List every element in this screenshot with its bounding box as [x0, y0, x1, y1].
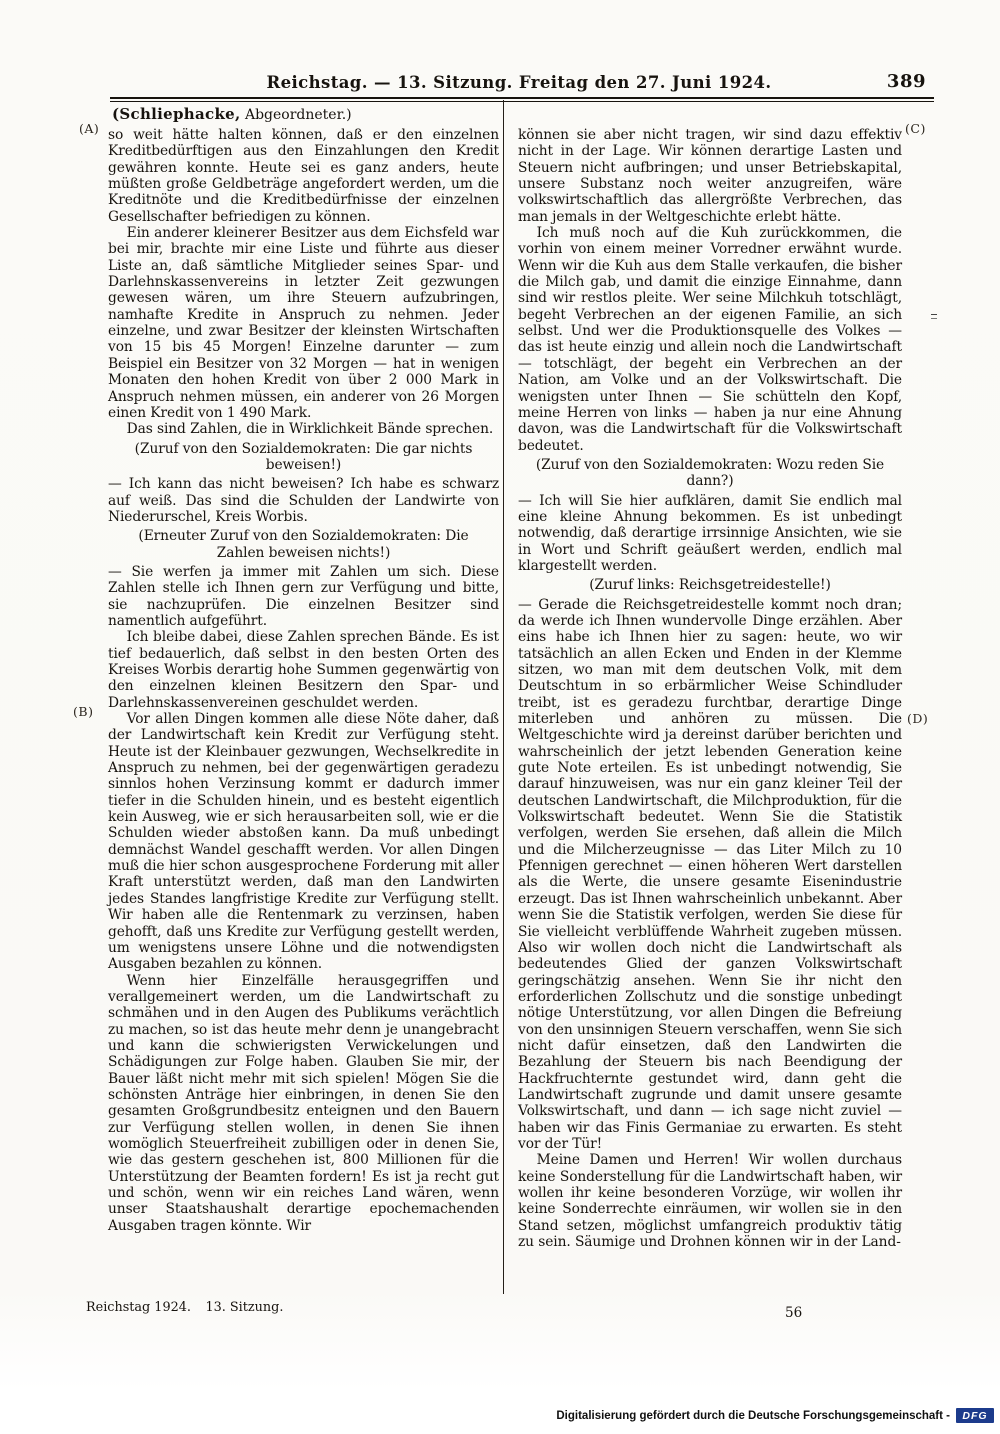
- paragraph-speech: Vor allen Dingen kommen alle diese Nöte daher, daß der Landwirtschaft kein Kredit zur Verfügung steht. Heute ist der Kleinbauer gezwungen, Wechselkredite in Anspruch zu nehmen, bei der gegenwärtigen geradezu sinnlos hohen Verzinsung kommt er dadurch immer tiefer in die Schulden hinein, und es besteht eigentlich kein Ausweg, wie er sich herausarbeiten soll, wie er die Schulden wieder abstoßen kann. Da muß unbedingt demnächst Wandel geschafft werden. Vor allen Dingen muß die hier schon ausgesprochene Forderung mit aller Kraft unterstützt werden, daß man den Landwirten jedes Standes langfristige Kredite zur Verfügung stellt. Wir haben alle die Rentenmark zu verzinsen, haben gehofft, daß uns Kredite zur Verfügung gestellt werden, um wenigstens unsere Löhne und die notwendigsten Ausgaben bezahlen zu können.: [108, 711, 499, 973]
- paragraph-response: — Sie werfen ja immer mit Zahlen um sich. Diese Zahlen stelle ich Ihnen gern zur Verfügung und bitte, sie nachzuprüfen. Die einzelnen Besitzer sind namentlich aufgeführt.: [108, 563, 499, 629]
- paragraph-interjection: (Erneuter Zuruf von den Sozialdemokraten: Die Zahlen beweisen nichts!): [138, 528, 469, 561]
- paragraph-response: — Ich kann das nicht beweisen? Ich habe es schwarz auf weiß. Das sind die Schulden der Landwirte von Niederurschel, Kreis Worbis.: [108, 476, 499, 525]
- scan-artifact: [931, 314, 937, 319]
- paragraph-speech: Ich bleibe dabei, diese Zahlen sprechen Bände. Es ist tief bedauerlich, daß selbst in den besten Orten des Kreises Worbis derartig hohe Summen gegenwärtig von den einzelnen kleinen Besitzern den Spar- und Darlehnskassenvereinen geschuldet werden.: [108, 629, 499, 711]
- sheet-number: 56: [785, 1305, 803, 1321]
- paragraph-speech: Ich muß noch auf die Kuh zurückkommen, die vorhin von einem meiner Vorredner erwähnt wurde. Wenn wir die Kuh aus dem Stalle verkaufen, die bisher die Milch gab, und damit die einzige Einnahme, dann sind wir restlos pleite. Wer seine Milchkuh totschlägt, begeht Verbrechen an der eigenen Familie, an sich selbst. Und wer die Produktionsquelle des Volkes — das ist heute einzig und allein noch die Landwirtschaft — totschlägt, der begeht ein Verbrechen an der Nation, am Volke und an der Volkswirtschaft. Die wenigsten unter Ihnen — Sie schütteln den Kopf, meine Herren von links — haben ja nur eine Ahnung davon, was die Landwirtschaft für die Volkswirtschaft bedeutet.: [518, 225, 902, 454]
- right-column: [518, 127, 902, 1250]
- paragraph-speech: Das sind Zahlen, die in Wirklichkeit Bände sprechen.: [126, 421, 494, 438]
- left-column: [108, 127, 499, 1250]
- speaker-note: [112, 105, 352, 123]
- column-divider-rule: [503, 100, 504, 1294]
- paragraph-interjection: (Zuruf von den Sozialdemokraten: Wozu reden Sie dann?): [535, 456, 885, 490]
- margin-letter-c: (C): [905, 121, 926, 136]
- running-head: [108, 73, 930, 92]
- paragraph-continuation: können sie aber nicht tragen, wir sind dazu effektiv nicht in der Lage. Wir können derartige Lasten und Steuern nicht aufbringen; und unser Betriebskapital, unsere Substanz noch weiter anzugreifen, wäre volkswirtschaftlich das allergrößte Verbrechen, das man jemals in der Weltgeschichte erlebt hätte.: [518, 127, 902, 225]
- paragraph-continuation: so weit hätte halten können, daß er den einzelnen Kreditbedürftigen aus den Einzahlungen den Kredit gewähren konnte. Heute sei es ganz anders, heute müßten große Geldbeträge angefordert werden, um die Kreditnöte und die Kreditbedürfnisse der einzelnen Gesellschafter befriedigen zu können.: [108, 127, 499, 225]
- text-columns: [108, 127, 902, 1250]
- digitization-note: [556, 1408, 994, 1423]
- paragraph-interjection: (Zuruf von den Sozialdemokraten: Die gar nichts beweisen!): [134, 440, 473, 473]
- header-rule: [110, 97, 934, 102]
- margin-letter-d: (D): [907, 711, 929, 726]
- footer-signature: Reichstag 1924. 13. Sitzung.: [86, 1300, 284, 1315]
- paragraph-interjection: (Zuruf links: Reichsgetreidestelle!): [589, 577, 831, 594]
- page-title: Reichstag. — 13. Sitzung. Freitag den 27. Juni 1924.: [266, 73, 772, 92]
- paragraph-speech: Meine Damen und Herren! Wir wollen durchaus keine Sonderstellung für die Landwirtschaft haben, wir wollen ihr keine besonderen Vorzüge, wir wollen ihr keine Sonderrechte einräumen, wir wollen sie in den Stand setzen, möglichst umfangreich produktiv tätig zu sein. Säumige und Drohnen können wir in der Land-: [518, 1152, 902, 1251]
- dfg-logo: DFG: [956, 1408, 994, 1423]
- speaker-role: Abgeordneter.): [240, 107, 352, 123]
- paragraph-speech: Ein anderer kleinerer Besitzer aus dem Eichsfeld war bei mir, brachte mir eine Liste und führte aus dieser Liste an, daß sämtliche Mitglieder seines Spar- und Darlehnskassenvereins in letzter Zeit gezwungen gewesen wären, um ihre Steuern aufzubringen, namhafte Kredite in Anspruch zu nehmen. Jeder einzelne, und zwar Besitzer der kleinsten Wirtschaften von 15 bis 45 Morgen! Einzelne darunter — zum Beispiel ein Besitzer von 32 Morgen — hat in wenigen Monaten den hohen Kredit von über 2 000 Mark in Anspruch nehmen müssen, ein anderer von 26 Morgen einen Kredit von 1 490 Mark.: [108, 225, 499, 421]
- paragraph-response: — Ich will Sie hier aufklären, damit Sie endlich mal eine kleine Ahnung bekommen. Es ist unbedingt notwendig, daß derartige irrsinnige Ansichten, wie sie in Wort und Schrift geäußert werden, endlich mal klargestellt werden.: [518, 492, 902, 574]
- speaker-name: (Schliephacke,: [112, 105, 241, 123]
- margin-letter-a: (A): [79, 121, 100, 136]
- margin-letter-b: (B): [73, 704, 94, 719]
- page-number: 389: [886, 71, 926, 92]
- paragraph-response: — Gerade die Reichsgetreidestelle kommt noch dran; da werde ich Ihnen wundervolle Dinge erzählen. Aber eins habe ich Ihnen hier zu sagen: heute, wo wir tatsächlich an allen Ecken und Enden in der Klemme sitzen, wo man mit dem deutschen Volk, mit dem Deutschtum in so erbärmlicher Weise Schindluder treibt, ist es geradezu furchtbar, derartige Dinge miterleben und anhören zu müssen. Die Weltgeschichte wird ja dereinst darüber berichten und wahrscheinlich der jetzt lebenden Generation keine gute Note erteilen. Es ist unbedingt notwendig, Sie darauf hinzuweisen, was nur ein ganz kleiner Teil der deutschen Landwirtschaft, die Milchproduktion, für die Volkswirtschaft bedeutet. Wenn Sie die Statistik verfolgen, werden Sie ersehen, daß allein die Milch und die Milcherzeugnisse — das Liter Milch zu 10 Pfennigen gerechnet — einen höheren Wert darstellen als die Werte, die unsere gesamte Eisenindustrie erzeugt. Das ist Ihnen wahrscheinlich unbekannt. Aber wenn Sie die Statistik verfolgen, werden Sie diese für Sie vielleicht verblüffende Wahrheit zugeben müssen. Also wir wollen doch nicht die Landwirtschaft als bedeutendes Glied der ganzen Volkswirtschaft geringschätzig ansehen. Wenn Sie ihr nicht den erforderlichen Zollschutz und die sonstige unbedingt nötige Unterstützung, vor allen Dingen die Befreiung von den unsinnigen Steuern verschaffen, wenn Sie sich nicht dafür einsetzen, daß den Landwirten die Bezahlung der Steuern bis nach Beendigung der Hackfruchternte gestundet wird, dann geht die Landwirtschaft zugrunde und damit unsere gesamte Volkswirtschaft, und dann — ich sage nicht zuviel — haben wir das Finis Germaniae zu erwarten. Es steht vor der Tür!: [518, 596, 902, 1152]
- digitization-text: Digitalisierung gefördert durch die Deutsche Forschungsgemeinschaft -: [556, 1409, 950, 1422]
- paragraph-speech: Wenn hier Einzelfälle herausgegriffen und verallgemeinert werden, um die Landwirtschaft zu schmähen und in den Augen des Publikums verächtlich zu machen, so ist das heute mehr denn je unangebracht und kann die schwierigsten Verwickelungen und Schädigungen zur Folge haben. Glauben Sie mir, der Bauer läßt nicht mehr mit sich spielen! Mögen Sie die schönsten Anträge hier einbringen, in denen Sie den gesamten Großgrundbesitz enteignen und den Bauern zur Verfügung stellen wollen, in denen Sie ihnen womöglich Steuerfreiheit zubilligen oder in denen Sie, wie das gestern geschehen ist, 800 Millionen für die Unterstützung der Beamten fordern! Es ist ja recht gut und schön, wenn wir ein reiches Land wären, wenn unser Staatshaushalt derartige epochemachenden Ausgaben tragen könnte. Wir: [108, 972, 499, 1234]
